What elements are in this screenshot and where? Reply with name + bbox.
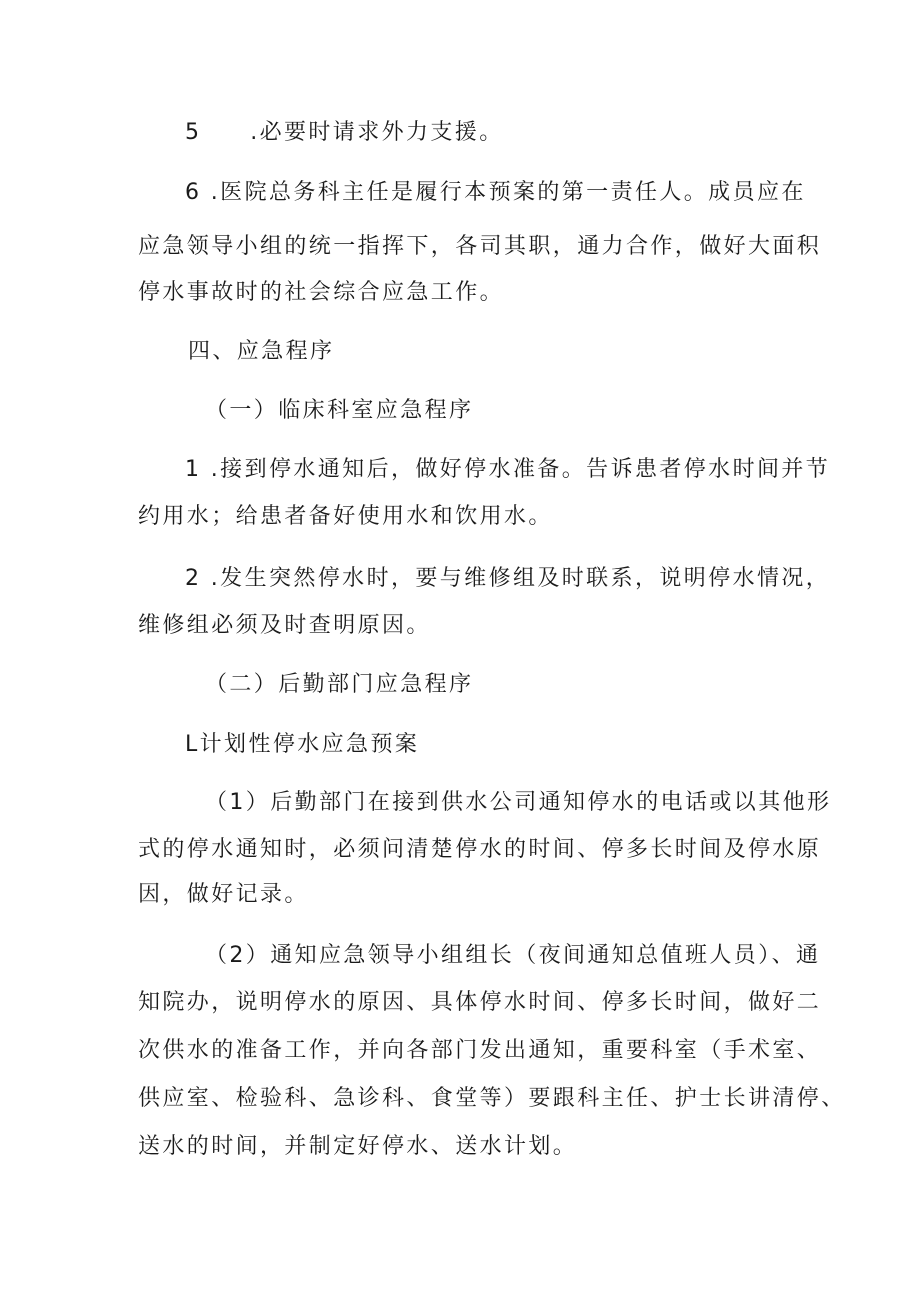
- logistics-item-2-line-2: 知院办，说明停水的原因、具体停水时间、停多长时间，做好二: [138, 990, 822, 1015]
- logistics-item-2-line-5: 送水的时间，并制定好停水、送水计划。: [138, 1134, 578, 1159]
- item-6-line-3: 停水事故时的社会综合应急工作。: [138, 280, 505, 305]
- clinical-item-1-line-1: 1 .接到停水通知后，做好停水准备。告诉患者停水时间并节: [185, 457, 831, 482]
- logistics-item-2-line-3: 次供水的准备工作，并向各部门发出通知，重要科室（手术室、: [138, 1038, 822, 1063]
- clinical-item-1-line-2: 约用水；给患者备好使用水和饮用水。: [138, 504, 553, 529]
- item-6-line-2: 应急领导小组的统一指挥下，各司其职，通力合作，做好大面积: [138, 234, 822, 259]
- logistics-item-2-line-1: （2）通知应急领导小组组长（夜间通知总值班人员）、通: [205, 943, 821, 968]
- item-5-text: 5 .必要时请求外力支援。: [185, 120, 504, 145]
- subsection-heading-2: （二）后勤部门应急程序: [205, 672, 474, 697]
- logistics-item-1-line-3: 因，做好记录。: [138, 882, 309, 907]
- logistics-item-1-line-2: 式的停水通知时，必须问清楚停水的时间、停多长时间及停水原: [138, 837, 822, 862]
- clinical-item-2-line-2: 维修组必须及时查明原因。: [138, 613, 431, 638]
- plan-heading: L计划性停水应急预案: [185, 732, 420, 757]
- clinical-item-2-line-1: 2 .发生突然停水时，要与维修组及时联系，说明停水情况，: [185, 566, 831, 591]
- section-heading-4: 四、应急程序: [188, 339, 335, 364]
- item-6-line-1: 6 .医院总务科主任是履行本预案的第一责任人。成员应在: [185, 180, 806, 205]
- subsection-heading-1: （一）临床科室应急程序: [205, 398, 474, 423]
- logistics-item-1-line-1: （1）后勤部门在接到供水公司通知停水的电话或以其他形: [205, 790, 832, 815]
- logistics-item-2-line-4: 供应室、检验科、急诊科、食堂等）要跟科主任、护士长讲清停、: [138, 1086, 846, 1111]
